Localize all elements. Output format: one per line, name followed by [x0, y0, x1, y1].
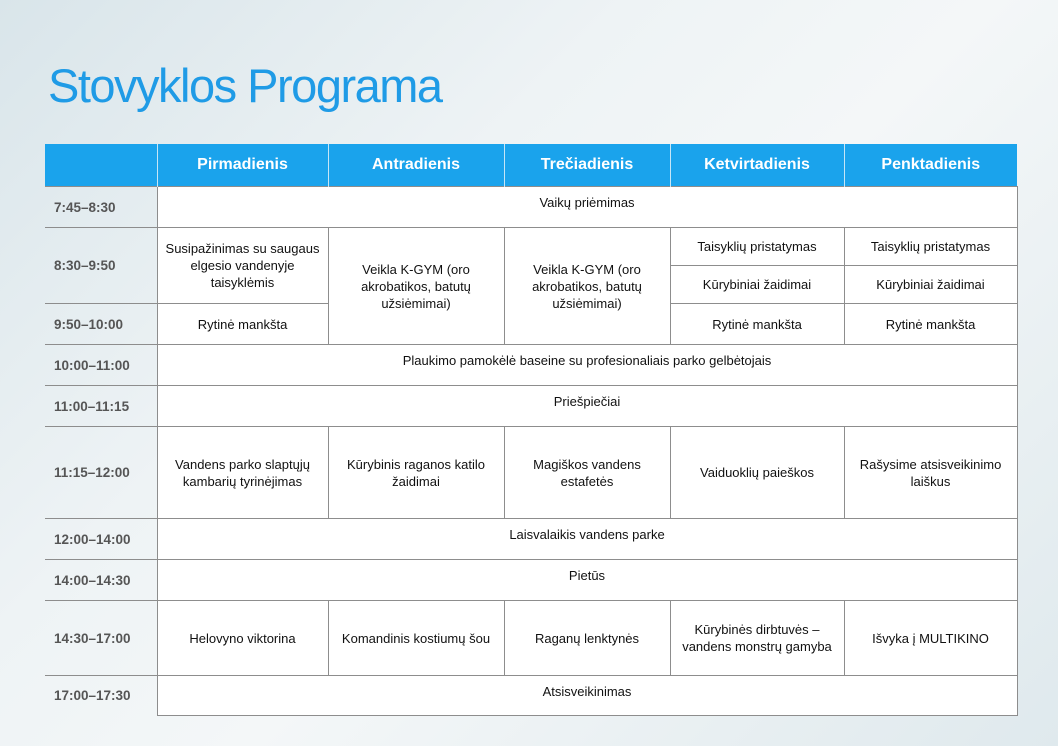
table-row: [45, 601, 1017, 676]
activity-cell: Magiškos vandens estafetės: [504, 427, 670, 519]
page-title: Stovyklos Programa: [48, 59, 442, 112]
activity-cell: Helovyno viktorina: [157, 601, 328, 676]
activity-cell: Veikla K-GYM (oro akrobatikos, batutų užsiėmimai): [504, 228, 670, 345]
activity-cell: Laisvalaikis vandens parke: [157, 519, 1017, 560]
header-row: [45, 144, 1017, 187]
table-row: [45, 345, 1017, 386]
activity-cell: Išvyka į MULTIKINO: [844, 601, 1017, 676]
time-slot: 7:45–8:30: [45, 187, 157, 228]
schedule-table: [45, 144, 1018, 716]
time-slot: 17:00–17:30: [45, 676, 157, 716]
activity-cell: Kūrybinės dirbtuvės – vandens monstrų gamyba: [670, 601, 844, 676]
activity-cell: Rytinė mankšta: [670, 304, 844, 345]
time-slot: 11:15–12:00: [45, 427, 157, 519]
day-header-wednesday: Trečiadienis: [504, 144, 670, 187]
table-row: [45, 519, 1017, 560]
day-header-thursday: Ketvirtadienis: [670, 144, 844, 187]
time-slot: 14:00–14:30: [45, 560, 157, 601]
activity-cell: Rytinė mankšta: [844, 304, 1017, 345]
activity-cell: Atsisveikinimas: [157, 676, 1017, 716]
table-row: [45, 386, 1017, 427]
table-row: [45, 228, 1017, 266]
activity-cell: Kūrybiniai žaidimai: [844, 266, 1017, 304]
table-row: [45, 560, 1017, 601]
day-header-friday: Penktadienis: [844, 144, 1017, 187]
activity-cell: Taisyklių pristatymas: [844, 228, 1017, 266]
activity-cell: Vandens parko slaptųjų kambarių tyrinėjimas: [157, 427, 328, 519]
activity-cell: Rytinė mankšta: [157, 304, 328, 345]
activity-cell: Pietūs: [157, 560, 1017, 601]
activity-cell: Raganų lenktynės: [504, 601, 670, 676]
time-slot: 9:50–10:00: [45, 304, 157, 345]
table-row: [45, 427, 1017, 519]
table-row: [45, 187, 1017, 228]
activity-cell: Veikla K-GYM (oro akrobatikos, batutų užsiėmimai): [328, 228, 504, 345]
activity-cell: Kūrybinis raganos katilo žaidimai: [328, 427, 504, 519]
table-row: [45, 676, 1017, 716]
time-slot: 8:30–9:50: [45, 228, 157, 304]
time-slot: 12:00–14:00: [45, 519, 157, 560]
activity-cell: Priešpiečiai: [157, 386, 1017, 427]
activity-cell: Rašysime atsisveikinimo laiškus: [844, 427, 1017, 519]
activity-cell: Susipažinimas su saugaus elgesio vandenyje taisyklėmis: [157, 228, 328, 304]
day-header-tuesday: Antradienis: [328, 144, 504, 187]
activity-cell: Vaikų priėmimas: [157, 187, 1017, 228]
time-slot: 10:00–11:00: [45, 345, 157, 386]
activity-cell: Komandinis kostiumų šou: [328, 601, 504, 676]
activity-cell: Kūrybiniai žaidimai: [670, 266, 844, 304]
activity-cell: Vaiduoklių paieškos: [670, 427, 844, 519]
header-corner: [45, 144, 157, 187]
time-slot: 11:00–11:15: [45, 386, 157, 427]
activity-cell: Taisyklių pristatymas: [670, 228, 844, 266]
time-slot: 14:30–17:00: [45, 601, 157, 676]
activity-cell: Plaukimo pamokėlė baseine su profesionaliais parko gelbėtojais: [157, 345, 1017, 386]
day-header-monday: Pirmadienis: [157, 144, 328, 187]
